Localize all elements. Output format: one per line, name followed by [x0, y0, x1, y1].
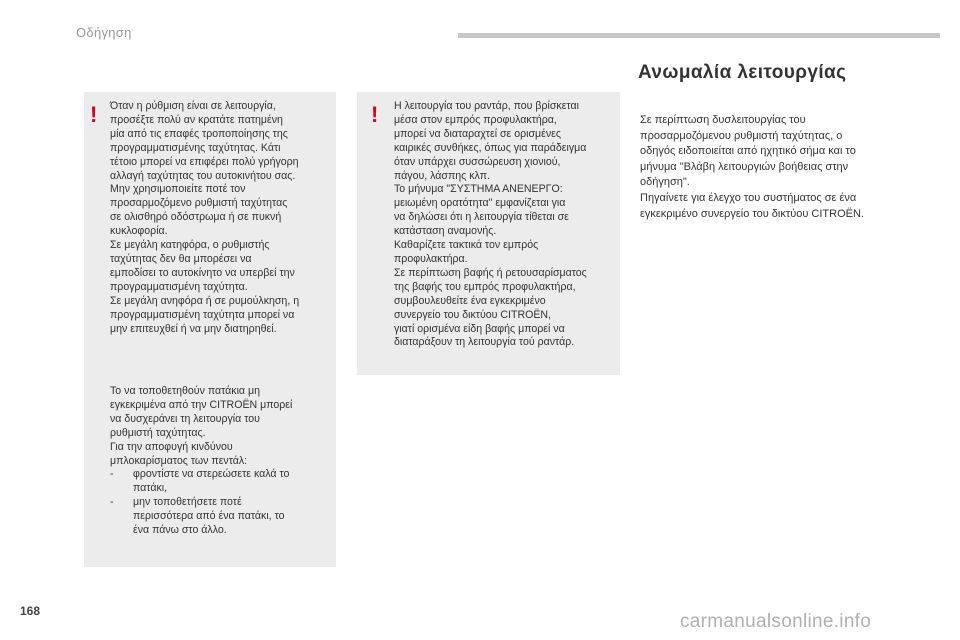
text-line: εγκεκριμένο συνεργείο του δικτύου CITROËN.	[640, 207, 864, 220]
text-line: μέσα στον εμπρός προφυλακτήρα,	[394, 113, 557, 126]
text-line: εμποδίσει το αυτοκίνητο να υπερβεί την	[110, 266, 295, 279]
text-line: μία από τις επαφές τροποποίησης της	[110, 127, 288, 140]
bullet-dash: -	[110, 496, 114, 509]
floor-mats-text	[110, 385, 332, 538]
text-line: Πηγαίνετε για έλεγχο του συστήματος σε ένα	[640, 191, 857, 204]
text-line: οδηγός ειδοποιείται από ηχητικό σήμα και το	[640, 145, 856, 158]
text-line: καιρικές συνθήκες, όπως για παράδειγμα	[394, 141, 587, 154]
warning-icon: !	[371, 102, 379, 127]
text-line: προσαρμοζόμενο ρυθμιστή ταχύτητας	[110, 197, 288, 210]
text-line: όταν υπάρχει συσσώρευση χιονιού,	[394, 155, 561, 168]
text-line: κυκλοφορία.	[110, 225, 168, 238]
text-line: Μην χρησιμοποιείτε ποτέ τον	[110, 183, 246, 196]
text-line: μπορεί να διαταραχτεί σε ορισμένες	[394, 127, 561, 140]
text-line: περισσότερα από ένα πατάκι, το	[133, 510, 285, 523]
text-line: αλλαγή ταχύτητας του αυτοκινήτου σας.	[110, 169, 296, 182]
text-line: πατάκι,	[133, 482, 168, 495]
text-line: γιατί ορισμένα είδη βαφής μπορεί να	[394, 322, 565, 335]
text-line: Η λειτουργία του ραντάρ, που βρίσκεται	[394, 100, 579, 112]
text-line: ταχύτητας δεν θα μπορέσει να	[110, 252, 252, 265]
text-line: προγραμματισμένης ταχύτητας. Κάτι	[110, 141, 281, 154]
watermark: carmanualsonline.info	[680, 611, 872, 632]
text-line: να δηλώσει ότι η λειτουργία τίθεται σε	[394, 211, 569, 224]
text-line: σε ολισθηρό οδόστρωμα ή σε πυκνή	[110, 211, 282, 224]
bullet-dash: -	[110, 468, 114, 481]
text-line: εγκεκριμένα από την CITROËN μπορεί	[110, 398, 293, 411]
text-line: της βαφής του εμπρός προφυλακτήρα,	[394, 280, 576, 293]
text-line: τέτοιο μπορεί να επιφέρει πολύ γρήγορη	[110, 155, 299, 168]
text-line: πάγου, λάσπης κλπ.	[394, 169, 491, 182]
warning-icon: !	[90, 102, 98, 127]
text-line: διαταράξουν τη λειτουργία τού ραντάρ.	[394, 336, 575, 349]
text-line: Για την αποφυγή κινδύνου	[110, 440, 233, 453]
text-line: οδήγηση".	[640, 176, 690, 189]
bullet-item	[110, 496, 332, 538]
text-line: προφυλακτήρα.	[394, 252, 468, 265]
warning-text-radar	[394, 100, 616, 350]
text-line: προσέξτε πολύ αν κρατάτε πατημένη	[110, 113, 283, 126]
text-line: προσαρμοζόμενου ρυθμιστή ταχύτητας, ο	[640, 129, 843, 142]
text-line: Όταν η ρύθμιση είναι σε λειτουργία,	[110, 100, 276, 112]
section-title: Ανωμαλία λειτουργίας	[638, 62, 847, 83]
text-line: Σε περίπτωση βαφής ή ρετουσαρίσματος	[394, 266, 587, 279]
text-line: μήνυμα "Βλάβη λειτουργιών βοήθειας στην	[640, 160, 849, 173]
text-line: μην τοποθετήσετε ποτέ	[133, 496, 242, 509]
text-line: κατάσταση αναμονής.	[394, 225, 497, 238]
text-line: Σε μεγάλη ανηφόρα ή σε ρυμούλκηση, η	[110, 294, 300, 307]
text-line: Το να τοποθετηθούν πατάκια μη	[110, 385, 260, 397]
text-line: ένα πάνω στο άλλο.	[133, 524, 227, 537]
text-line: μειωμένη ορατότητα" εμφανίζεται για	[394, 197, 566, 210]
text-line: προγραμματισμένη ταχύτητα.	[110, 280, 248, 293]
text-line: συμβουλευθείτε ένα εγκεκριμένο	[394, 294, 546, 307]
text-line: μην επιτευχθεί ή να μην διατηρηθεί.	[110, 322, 277, 335]
text-line: συνεργείο του δικτύου CITROËN,	[394, 308, 552, 321]
text-line: Το μήνυμα "ΣΥΣΤΗΜΑ ΑΝΕΝΕΡΓΟ:	[394, 183, 563, 196]
text-line: ρυθμιστή ταχύτητας.	[110, 426, 206, 439]
text-line: Σε μεγάλη κατηφόρα, ο ρυθμιστής	[110, 239, 270, 252]
chapter-title: Οδήγηση	[76, 25, 132, 40]
text-line: να δυσχεράνει τη λειτουργία του	[110, 412, 260, 425]
malfunction-text	[640, 113, 922, 222]
text-line: προγραμματισμένη ταχύτητα μπορεί να	[110, 308, 295, 321]
text-line: Σε περίπτωση δυσλειτουργίας του	[640, 114, 806, 126]
text-line: μπλοκαρίσματος των πεντάλ:	[110, 454, 248, 467]
page-number: 168	[20, 604, 41, 618]
header-divider	[458, 33, 940, 38]
bullet-item	[110, 468, 332, 496]
warning-text-speed-control	[110, 100, 332, 336]
text-line: Καθαρίζετε τακτικά τον εμπρός	[394, 239, 539, 252]
text-line: φροντίστε να στερεώσετε καλά το	[133, 468, 290, 481]
